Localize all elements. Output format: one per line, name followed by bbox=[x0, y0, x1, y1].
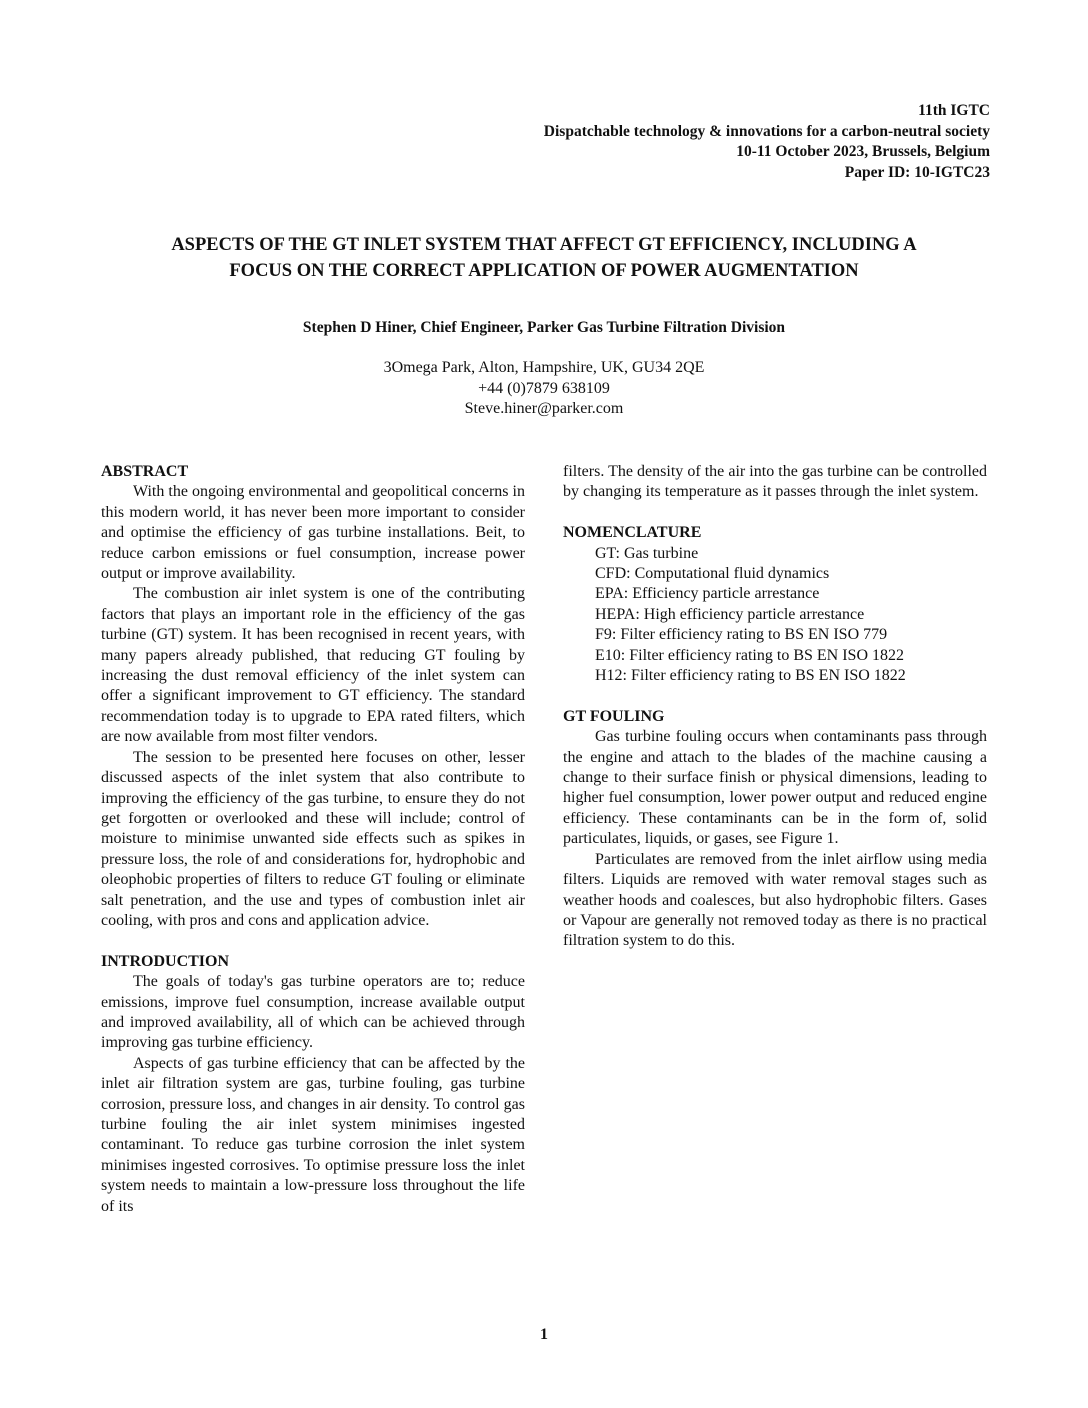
page-number: 1 bbox=[540, 1326, 548, 1343]
author-contact bbox=[60, 358, 1028, 420]
introduction-paragraph-2: Aspects of gas turbine efficiency that can be affected by the inlet air filtration system are gas, turbine fouling, gas turbine corrosion, pressure loss, and changes in air density. To control gas turbine fouling the air inlet system minimises ingested contaminant. To reduce gas turbine corrosion the inlet system minimises ingested corrosives. To optimise pressure loss the inlet system needs to maintain a low-pressure loss throughout the life of its bbox=[101, 1054, 525, 1215]
introduction-paragraph-1: The goals of today's gas turbine operators are to; reduce emissions, improve fuel consumption, increase available output and improved availability, all of which can be achieved through improving gas turbine efficiency. bbox=[101, 973, 525, 1052]
nomenclature-item: H12: Filter efficiency rating to BS EN ISO 1822 bbox=[595, 667, 906, 685]
nomenclature-item: HEPA: High efficiency particle arrestance bbox=[595, 605, 865, 623]
conference-name: 11th IGTC bbox=[918, 102, 990, 119]
nomenclature-heading: NOMENCLATURE bbox=[563, 524, 702, 542]
paper-title-line-2: FOCUS ON THE CORRECT APPLICATION OF POWER AUGMENTATION bbox=[229, 261, 859, 281]
nomenclature-item: E10: Filter efficiency rating to BS EN ISO 1822 bbox=[595, 646, 904, 664]
introduction-continuation: filters. The density of the air into the gas turbine can be controlled by changing its temperature as it passes through the inlet system. bbox=[563, 463, 987, 501]
author-email: Steve.hiner@parker.com bbox=[464, 400, 624, 417]
paper-title-line-1: ASPECTS OF THE GT INLET SYSTEM THAT AFFECT GT EFFICIENCY, INCLUDING A bbox=[171, 235, 917, 255]
left-column bbox=[101, 462, 525, 1217]
right-column bbox=[563, 462, 987, 952]
author-line: Stephen D Hiner, Chief Engineer, Parker Gas Turbine Filtration Division bbox=[302, 319, 786, 336]
author-phone: +44 (0)7879 638109 bbox=[478, 379, 610, 397]
nomenclature-item: EPA: Efficiency particle arrestance bbox=[595, 585, 820, 603]
conference-header bbox=[544, 101, 990, 183]
gt-fouling-paragraph-1: Gas turbine fouling occurs when contaminants pass through the engine and attach to the blades of the machine causing a change to their surface finish or physical dimensions, leading to higher fuel consumption, lower power output and reduced engine efficiency. These contaminants can be in the form of, solid particulates, liquids, or gases, see Figure 1. bbox=[563, 728, 987, 848]
nomenclature-item: CFD: Computational fluid dynamics bbox=[595, 565, 830, 583]
conference-date-location: 10-11 October 2023, Brussels, Belgium bbox=[736, 143, 990, 160]
gt-fouling-heading: GT FOULING bbox=[563, 707, 665, 725]
abstract-heading: ABSTRACT bbox=[101, 463, 189, 480]
introduction-heading: INTRODUCTION bbox=[101, 952, 230, 970]
paper-title bbox=[60, 232, 1028, 284]
abstract-paragraph-1: With the ongoing environmental and geopolitical concerns in this modern world, it has never been more important to consider and optimise the efficiency of gas turbine installations. Beit, to reduce carbon emissions or fuel consumption, increase power output or improve availability. bbox=[101, 483, 525, 583]
nomenclature-item: GT: Gas turbine bbox=[595, 544, 699, 562]
gt-fouling-paragraph-2: Particulates are removed from the inlet airflow using media filters. Liquids are removed with water removal stages such as weather hoods and coalesces, but also hydrophobic filters. Gases or Vapour are generally not removed today as there is no practical filtration system to do this. bbox=[563, 850, 987, 950]
nomenclature-list bbox=[563, 544, 987, 687]
nomenclature-item: F9: Filter efficiency rating to BS EN ISO 779 bbox=[595, 626, 888, 644]
paper-id: Paper ID: 10-IGTC23 bbox=[844, 163, 990, 181]
abstract-paragraph-3: The session to be presented here focuses on other, lesser discussed aspects of the inlet system that also contribute to improving the efficiency of the gas turbine, to ensure they do not get forgotten or overlooked and these will include; control of moisture to minimise unwanted side effects such as spikes in pressure loss, the role of and considerations for, hydrophobic and oleophobic properties of filters to reduce GT fouling or eliminate salt penetration, and the use and types of combustion inlet air cooling, with pros and cons and application advice. bbox=[101, 748, 525, 929]
author-address: 3Omega Park, Alton, Hampshire, UK, GU34 2QE bbox=[383, 359, 705, 376]
conference-theme: Dispatchable technology & innovations for a carbon-neutral society bbox=[543, 122, 990, 140]
abstract-paragraph-2: The combustion air inlet system is one of the contributing factors that plays an important role in the efficiency of the gas turbine (GT) system. It has been recognised in recent years, with many papers already published, that reducing GT fouling by increasing the dust removal efficiency of the inlet system can offer a significant improvement to GT efficiency. The standard recommendation today is to upgrade to EPA rated filters, which are now available from most filter vendors. bbox=[101, 585, 525, 746]
